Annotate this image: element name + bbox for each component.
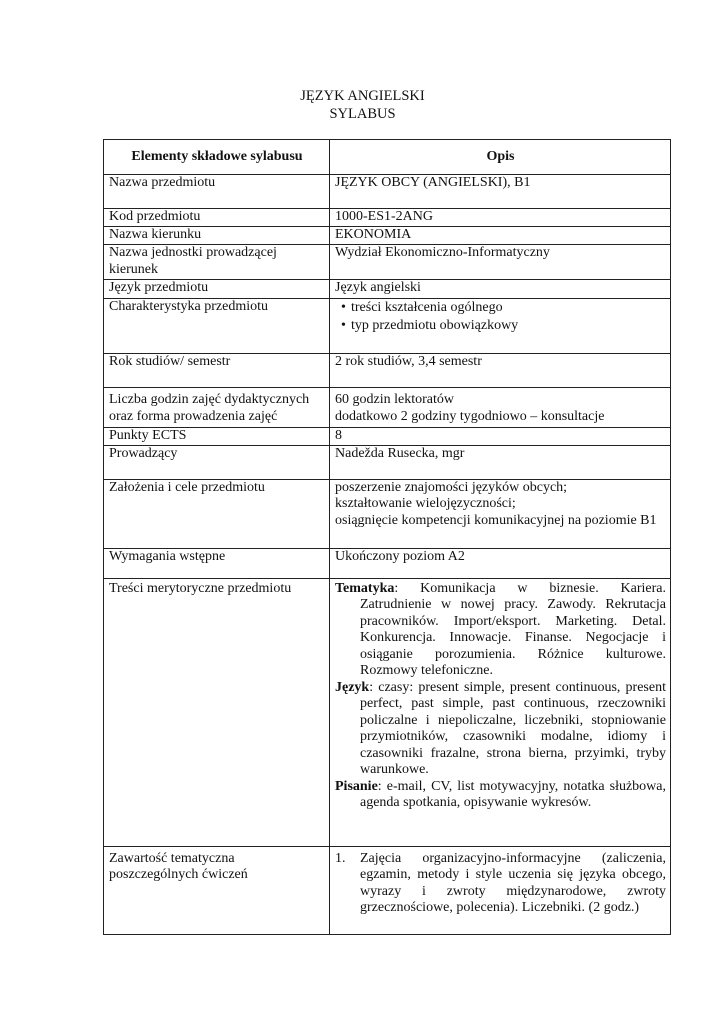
- syllabus-table: [103, 139, 671, 935]
- list-item: [341, 317, 666, 335]
- value-line: osiągnięcie kompetencji komunikacyjnej na poziomie B1: [335, 512, 657, 528]
- writing-block: [335, 779, 666, 812]
- table-header-row: [104, 140, 671, 175]
- row-value: 2 rok studiów, 3,4 semestr: [330, 354, 671, 388]
- label-line: Nazwa jednostki prowadzącej: [109, 245, 277, 260]
- bullet-icon: •: [341, 300, 346, 315]
- row-value: [330, 846, 671, 934]
- list-item: [341, 299, 666, 317]
- topic-text: : Komunikacja w biznesie. Kariera. Zatrudnienie w nowej pracy. Zawody. Rekrutacja pracowników. Import/eksport. Marketing. Detal. Konkurencja. Innowacje. Finanse. Negocjacje i osiąganie porozumienia. Różnice kulturowe. Rozmowy telefoniczne.: [360, 580, 666, 678]
- row-label: Prowadzący: [104, 445, 330, 479]
- label-line: Zawartość tematyczna: [109, 850, 235, 866]
- topic-heading: Tematyka: [335, 580, 395, 596]
- table-row: [104, 227, 671, 245]
- row-label: Charakterystyka przedmiotu: [104, 299, 330, 354]
- label-line: kierunek: [109, 261, 158, 277]
- row-value: Wydział Ekonomiczno-Informatyczny: [330, 245, 671, 280]
- row-label: Kod przedmiotu: [104, 209, 330, 227]
- table-row: [104, 388, 671, 428]
- table-row: [104, 209, 671, 227]
- table-row: [104, 354, 671, 388]
- label-line: oraz forma prowadzenia zajęć: [109, 408, 278, 424]
- writing-text: : e-mail, CV, list motywacyjny, notatka służbowa, agenda spotkania, opisywanie wykresów.: [360, 778, 666, 810]
- row-label: Założenia i cele przedmiotu: [104, 479, 330, 548]
- list-item: [335, 851, 666, 917]
- value-line: 60 godzin lektoratów: [335, 392, 454, 407]
- topic-block: [335, 581, 666, 680]
- language-heading: Język: [335, 679, 370, 695]
- list-item-text: typ przedmiotu obowiązkowy: [351, 318, 519, 333]
- list-item-text: treści kształcenia ogólnego: [351, 300, 503, 315]
- row-value: Nadežda Rusecka, mgr: [330, 445, 671, 479]
- row-label: Rok studiów/ semestr: [104, 354, 330, 388]
- row-label: [104, 245, 330, 280]
- writing-heading: Pisanie: [335, 778, 378, 794]
- list-item-text: Zajęcia organizacyjno-informacyjne (zaliczenia, egzamin, metody i style uczenia się języka obcego, wyrazy i zwroty międzynarodowe, zwroty grzecznościowe, polecenia). Liczebniki. (2 godz.): [360, 850, 666, 915]
- title-subject: JĘZYK ANGIELSKI: [300, 88, 425, 104]
- row-label: [104, 846, 330, 934]
- language-text: : czasy: present simple, present continuous, present perfect, past simple, past continuous, rzeczowniki policzalne i niepoliczalne, liczebniki, stopniowanie przymiotników, czasowniki modalne, idiomy i czasowniki frazalne, strona bierna, przyimki, tryby warunkowe.: [360, 679, 666, 777]
- list-item-number: 1.: [335, 850, 346, 866]
- exercise-list: [335, 851, 666, 917]
- row-value: [330, 388, 671, 428]
- row-label: Nazwa przedmiotu: [104, 175, 330, 209]
- table-row: [104, 428, 671, 446]
- language-block: [335, 680, 666, 779]
- header-elements: Elementy składowe sylabusu: [104, 140, 330, 175]
- row-label: Język przedmiotu: [104, 280, 330, 299]
- table-row: [104, 245, 671, 280]
- document-title: [0, 87, 725, 123]
- row-value: 8: [330, 428, 671, 446]
- row-value: 1000-ES1-2ANG: [330, 209, 671, 227]
- row-value: [330, 578, 671, 846]
- table-row: [104, 479, 671, 548]
- characteristics-list: [335, 299, 666, 335]
- table-row: [104, 445, 671, 479]
- row-value: Ukończony poziom A2: [330, 548, 671, 578]
- row-value: [330, 479, 671, 548]
- table-row: [104, 175, 671, 209]
- row-label: Punkty ECTS: [104, 428, 330, 446]
- label-line: Liczba godzin zajęć dydaktycznych: [109, 392, 310, 407]
- bullet-icon: •: [341, 318, 346, 333]
- row-label: Wymagania wstępne: [104, 548, 330, 578]
- row-value: JĘZYK OBCY (ANGIELSKI), B1: [330, 175, 671, 209]
- title-syllabus: SYLABUS: [329, 106, 396, 122]
- table-row: [104, 846, 671, 934]
- table-row: [104, 578, 671, 846]
- value-line: dodatkowo 2 godziny tygodniowo – konsultacje: [335, 408, 605, 424]
- header-opis: Opis: [330, 140, 671, 175]
- table-row: [104, 299, 671, 354]
- row-label: [104, 388, 330, 428]
- table-row: [104, 280, 671, 299]
- row-value: [330, 299, 671, 354]
- row-label: Nazwa kierunku: [104, 227, 330, 245]
- row-label: Treści merytoryczne przedmiotu: [104, 578, 330, 846]
- table-row: [104, 548, 671, 578]
- row-value: Język angielski: [330, 280, 671, 299]
- label-line: poszczególnych ćwiczeń: [109, 867, 248, 882]
- value-line: kształtowanie wielojęzyczności;: [335, 496, 516, 511]
- row-value: EKONOMIA: [330, 227, 671, 245]
- value-line: poszerzenie znajomości języków obcych;: [335, 479, 568, 495]
